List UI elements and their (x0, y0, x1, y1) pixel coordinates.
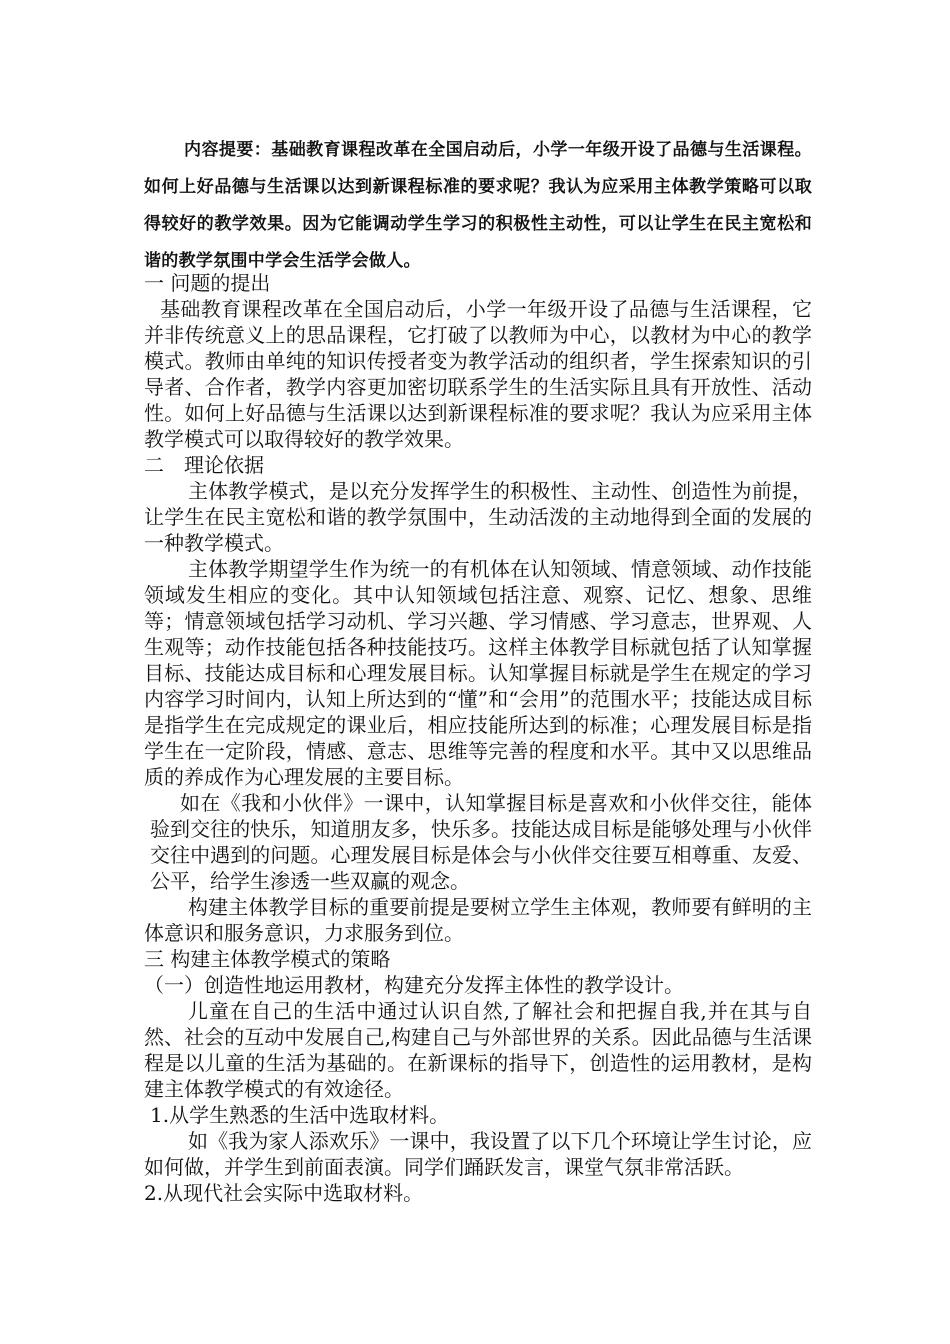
abstract-paragraph: 内容提要：基础教育课程改革在全国启动后，小学一年级开设了品德与生活课程。如何上好品德与生活课以达到新课程标准的要求呢？我认为应采用主体教学策略可以取得较好的教学效果。因为它能调动学生学习的积极性主动性，可以让学生在民主宽松和谐的教学氛围中学会生活学会做人。 (144, 140, 812, 271)
section-2-paragraph-1: 主体教学模式，是以充分发挥学生的积极性、主动性、创造性为前提，让学生在民主宽松和谐的教学氛围中，生动活泼的主动地得到全面的发展的一种教学模式。 (144, 479, 812, 555)
section-3-paragraph-2: 如《我为家人添欢乐》一课中，我设置了以下几个环境让学生讨论，应如何做，并学生到前面表演。同学们踊跃发言，课堂气氛非常活跃。 (144, 1129, 812, 1179)
section-3-item-2: 2.从现代社会实际中选取材料。 (144, 1181, 424, 1205)
section-2-paragraph-3: 如在《我和小伙伴》一课中，认知掌握目标是喜欢和小伙伴交往，能体验到交往的快乐，知道朋友多，快乐多。技能达成目标是能够处理与小伙伴交往中遇到的问题。心理发展目标是体会与小伙伴交往要互相尊重、友爱、公平，给学生渗透一些双赢的观念。 (150, 791, 812, 893)
section-2-paragraph-4: 构建主体教学目标的重要前提是要树立学生主体观，教师要有鲜明的主体意识和服务意识，力求服务到位。 (144, 895, 812, 945)
section-2-paragraph-2: 主体教学期望学生作为统一的有机体在认知领域、情意领域、动作技能领域发生相应的变化。其中认知领域包括注意、观察、记忆、想象、思维等；情意领域包括学习动机、学习兴趣、学习情感、学习意志，世界观、人生观等；动作技能包括各种技能技巧。这样主体教学目标就包括了认知掌握目标、技能达成目标和心理发展目标。认知掌握目标就是学生在规定的学习内容学习时间内，认知上所达到的“懂”和“会用”的范围水平；技能达成目标是指学生在完成规定的课业后，相应技能所达到的标准；心理发展目标是指学生在一定阶段，情感、意志、思维等完善的程度和水平。其中又以思维品质的养成作为心理发展的主要目标。 (144, 557, 812, 789)
section-1-heading: 一 问题的提出 (144, 271, 271, 295)
section-3-item-1: 1.从学生熟悉的生活中选取材料。 (150, 1103, 450, 1127)
section-2-heading: 二 理论依据 (144, 453, 264, 477)
section-1-paragraph-1: 基础教育课程改革在全国启动后，小学一年级开设了品德与生活课程，它并非传统意义上的思品课程，它打破了以教师为中心，以教材为中心的教学模式。教师由单纯的知识传授者变为教学活动的组织者，学生探索知识的引导者、合作者，教学内容更加密切联系学生的生活实际且具有开放性、活动性。如何上好品德与生活课以达到新课程标准的要求呢？我认为应采用主体教学模式可以取得较好的教学效果。 (144, 297, 812, 451)
section-3-paragraph-1: 儿童在自己的生活中通过认识自然,了解社会和把握自我,并在其与自然、社会的互动中发展自己,构建自己与外部世界的关系。因此品德与生活课程是以儿童的生活为基础的。在新课标的指导下，创造性的运用教材，是构建主体教学模式的有效途径。 (144, 999, 812, 1101)
section-3-subheading-1: （一）创造性地运用教材，构建充分发挥主体性的教学设计。 (144, 973, 684, 997)
section-3-heading: 三 构建主体教学模式的策略 (144, 947, 391, 971)
document-body (144, 270, 812, 1206)
